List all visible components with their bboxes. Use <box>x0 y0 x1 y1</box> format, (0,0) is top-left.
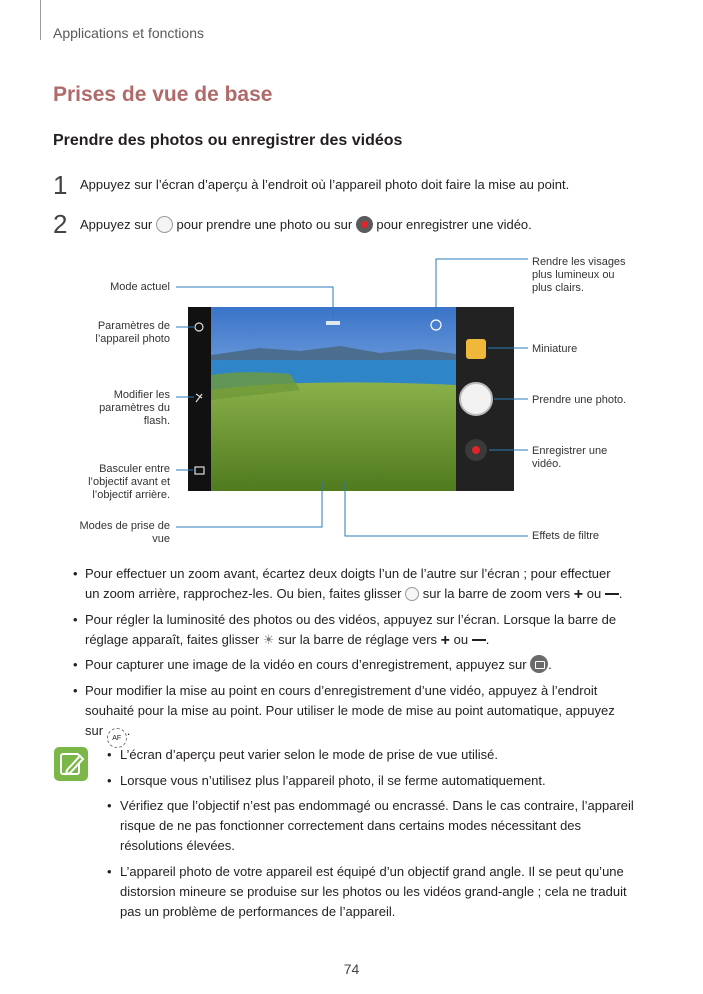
callout-basculer <box>60 463 170 502</box>
note-1-text: L’écran d’aperçu peut varier selon le mode de prise de vue utilisé. <box>120 747 498 762</box>
bullet-zoom-line-1: Pour effectuer un zoom avant, écartez deux doigts l’un de l’autre sur l’écran ; pour effectuer <box>85 566 611 581</box>
bullet-lum-line-2 <box>85 630 665 650</box>
note-3 <box>107 796 660 856</box>
note-4-line-2: distorsion mineure se produise sur les photos ou les vidéos grand-angle ; cela ne traduit <box>120 884 627 899</box>
bullet-luminosite <box>73 610 665 650</box>
step-1-number: 1 <box>53 170 68 200</box>
brightness-sun-icon: ☀ <box>262 632 275 647</box>
mode-indicator-icon <box>326 321 340 325</box>
step-2-number: 2 <box>53 209 68 239</box>
bullet-dot: • <box>73 657 78 672</box>
callout-video <box>532 445 607 471</box>
callout-modes-1: Modes de prise de <box>79 520 170 532</box>
page-number: 74 <box>343 961 360 977</box>
note-2-text: Lorsque vous n’utilisez plus l’appareil photo, il se ferme automatiquement. <box>120 773 546 788</box>
section-subtitle: Prendre des photos ou enregistrer des vidéos <box>53 132 403 149</box>
callout-flash <box>60 389 170 428</box>
callout-flash-2: paramètres du <box>99 402 170 414</box>
note-2 <box>107 771 660 791</box>
bullet-dot: • <box>73 683 78 698</box>
bullet-zoom-2d: . <box>618 586 623 601</box>
shutter-button <box>460 383 492 415</box>
callout-visages-3: plus clairs. <box>532 282 584 294</box>
bullet-focus-line-2: souhaité pour la mise au point. Pour utiliser le mode de mise au point automatique, appuyez <box>85 703 615 718</box>
callout-flash-3: flash. <box>143 415 170 427</box>
callout-visages <box>532 256 652 295</box>
note-3-line-3: résolutions élevées. <box>120 838 235 853</box>
section-header: Applications et fonctions <box>53 25 204 41</box>
callout-filtre: Effets de filtre <box>532 530 600 542</box>
callout-parametres <box>60 320 170 346</box>
bullet-dot: • <box>107 747 112 762</box>
capture-camera-icon <box>530 655 548 673</box>
bullet-capture-a: Pour capturer une image de la vidéo en cours d’enregistrement, appuyez sur <box>85 657 527 672</box>
bullet-lum-2c: ou <box>453 632 469 647</box>
note-3-line-1: Vérifiez que l’objectif n’est pas endommagé ou encrassé. Dans le cas contraire, l’appareil <box>120 798 634 813</box>
minus-icon <box>472 639 486 641</box>
callout-photo: Prendre une photo. <box>532 394 627 406</box>
header-rule <box>40 0 41 40</box>
step-2-text-c: pour enregistrer une vidéo. <box>376 217 532 232</box>
plus-icon: + <box>440 632 451 649</box>
bullet-zoom <box>73 564 665 604</box>
bullet-lum-2d: . <box>485 632 490 647</box>
bullet-focus-line-3 <box>85 721 665 748</box>
callout-modes-2: vue <box>152 533 170 545</box>
bullet-dot: • <box>107 798 112 813</box>
bullet-focus-3a: sur <box>85 723 104 738</box>
bullet-dot: • <box>73 566 78 581</box>
note-3-line-2: risque de ne pas fonctionner correctement dans certains modes nécessitant des <box>120 818 582 833</box>
callout-parametres-2: l’appareil photo <box>95 333 170 345</box>
left-toolbar <box>188 307 211 491</box>
callout-miniature: Miniature <box>532 343 578 355</box>
callout-visages-2: plus lumineux ou <box>532 269 615 281</box>
minus-icon <box>605 593 619 595</box>
note-pencil-icon <box>53 746 89 782</box>
bullet-lum-2b: sur la barre de réglage vers <box>278 632 438 647</box>
callout-parametres-1: Paramètres de <box>97 320 170 332</box>
bullet-focus-3b: . <box>126 723 131 738</box>
zoom-slider-icon <box>405 587 419 601</box>
bullet-capture-b: . <box>548 657 552 672</box>
callout-basculer-3: l’objectif arrière. <box>92 489 170 501</box>
page-title: Prises de vue de base <box>53 83 273 106</box>
callout-visages-1: Rendre les visages <box>532 256 626 268</box>
callout-basculer-2: l’objectif avant et <box>88 476 170 488</box>
callout-modes <box>60 520 170 546</box>
bullet-zoom-2c: ou <box>586 586 602 601</box>
bullet-lum-2a: réglage apparaît, faites glisser <box>85 632 260 647</box>
bullet-focus-line-1: Pour modifier la mise au point en cours d’enregistrement d’une vidéo, appuyez à l’endroit <box>85 683 598 698</box>
bullet-dot: • <box>107 864 112 879</box>
callout-flash-1: Modifier les <box>113 389 170 401</box>
callout-video-1: Enregistrer une <box>532 445 608 457</box>
step-2-text-b: pour prendre une photo ou sur <box>176 217 353 232</box>
note-4-line-1: L’appareil photo de votre appareil est équipé d’un objectif grand angle. Il se peut qu’une <box>120 864 624 879</box>
note-1 <box>107 745 660 765</box>
callout-mode-actuel: Mode actuel <box>110 281 170 293</box>
record-icon <box>356 216 373 233</box>
step-2-text-a: Appuyez sur <box>80 217 153 232</box>
bullet-dot: • <box>107 773 112 788</box>
plus-icon: + <box>573 586 584 603</box>
note-4-line-3: pas un problème de performances de l’appareil. <box>120 904 396 919</box>
step-1-text: Appuyez sur l’écran d’aperçu à l’endroit où l’appareil photo doit faire la mise au point. <box>80 177 570 192</box>
callout-basculer-1: Basculer entre <box>99 463 170 475</box>
bullet-dot: • <box>73 612 78 627</box>
bullet-zoom-line-2 <box>85 584 665 604</box>
note-4 <box>107 862 660 922</box>
bullet-zoom-2a: un zoom arrière, rapprochez-les. Ou bien, faites glisser <box>85 586 402 601</box>
step-2-text <box>80 216 532 233</box>
shutter-icon <box>156 216 173 233</box>
preview-grass <box>211 382 456 491</box>
bullet-capture <box>73 655 665 675</box>
bullet-zoom-2b: sur la barre de zoom vers <box>422 586 571 601</box>
record-button-dot <box>472 446 480 454</box>
thumbnail-icon <box>466 339 486 359</box>
autofocus-icon: AF <box>107 728 127 748</box>
bullet-focus <box>73 681 665 748</box>
bullet-lum-line-1: Pour régler la luminosité des photos ou des vidéos, appuyez sur l’écran. Lorsque la barre de <box>85 612 617 627</box>
callout-video-2: vidéo. <box>532 458 562 470</box>
